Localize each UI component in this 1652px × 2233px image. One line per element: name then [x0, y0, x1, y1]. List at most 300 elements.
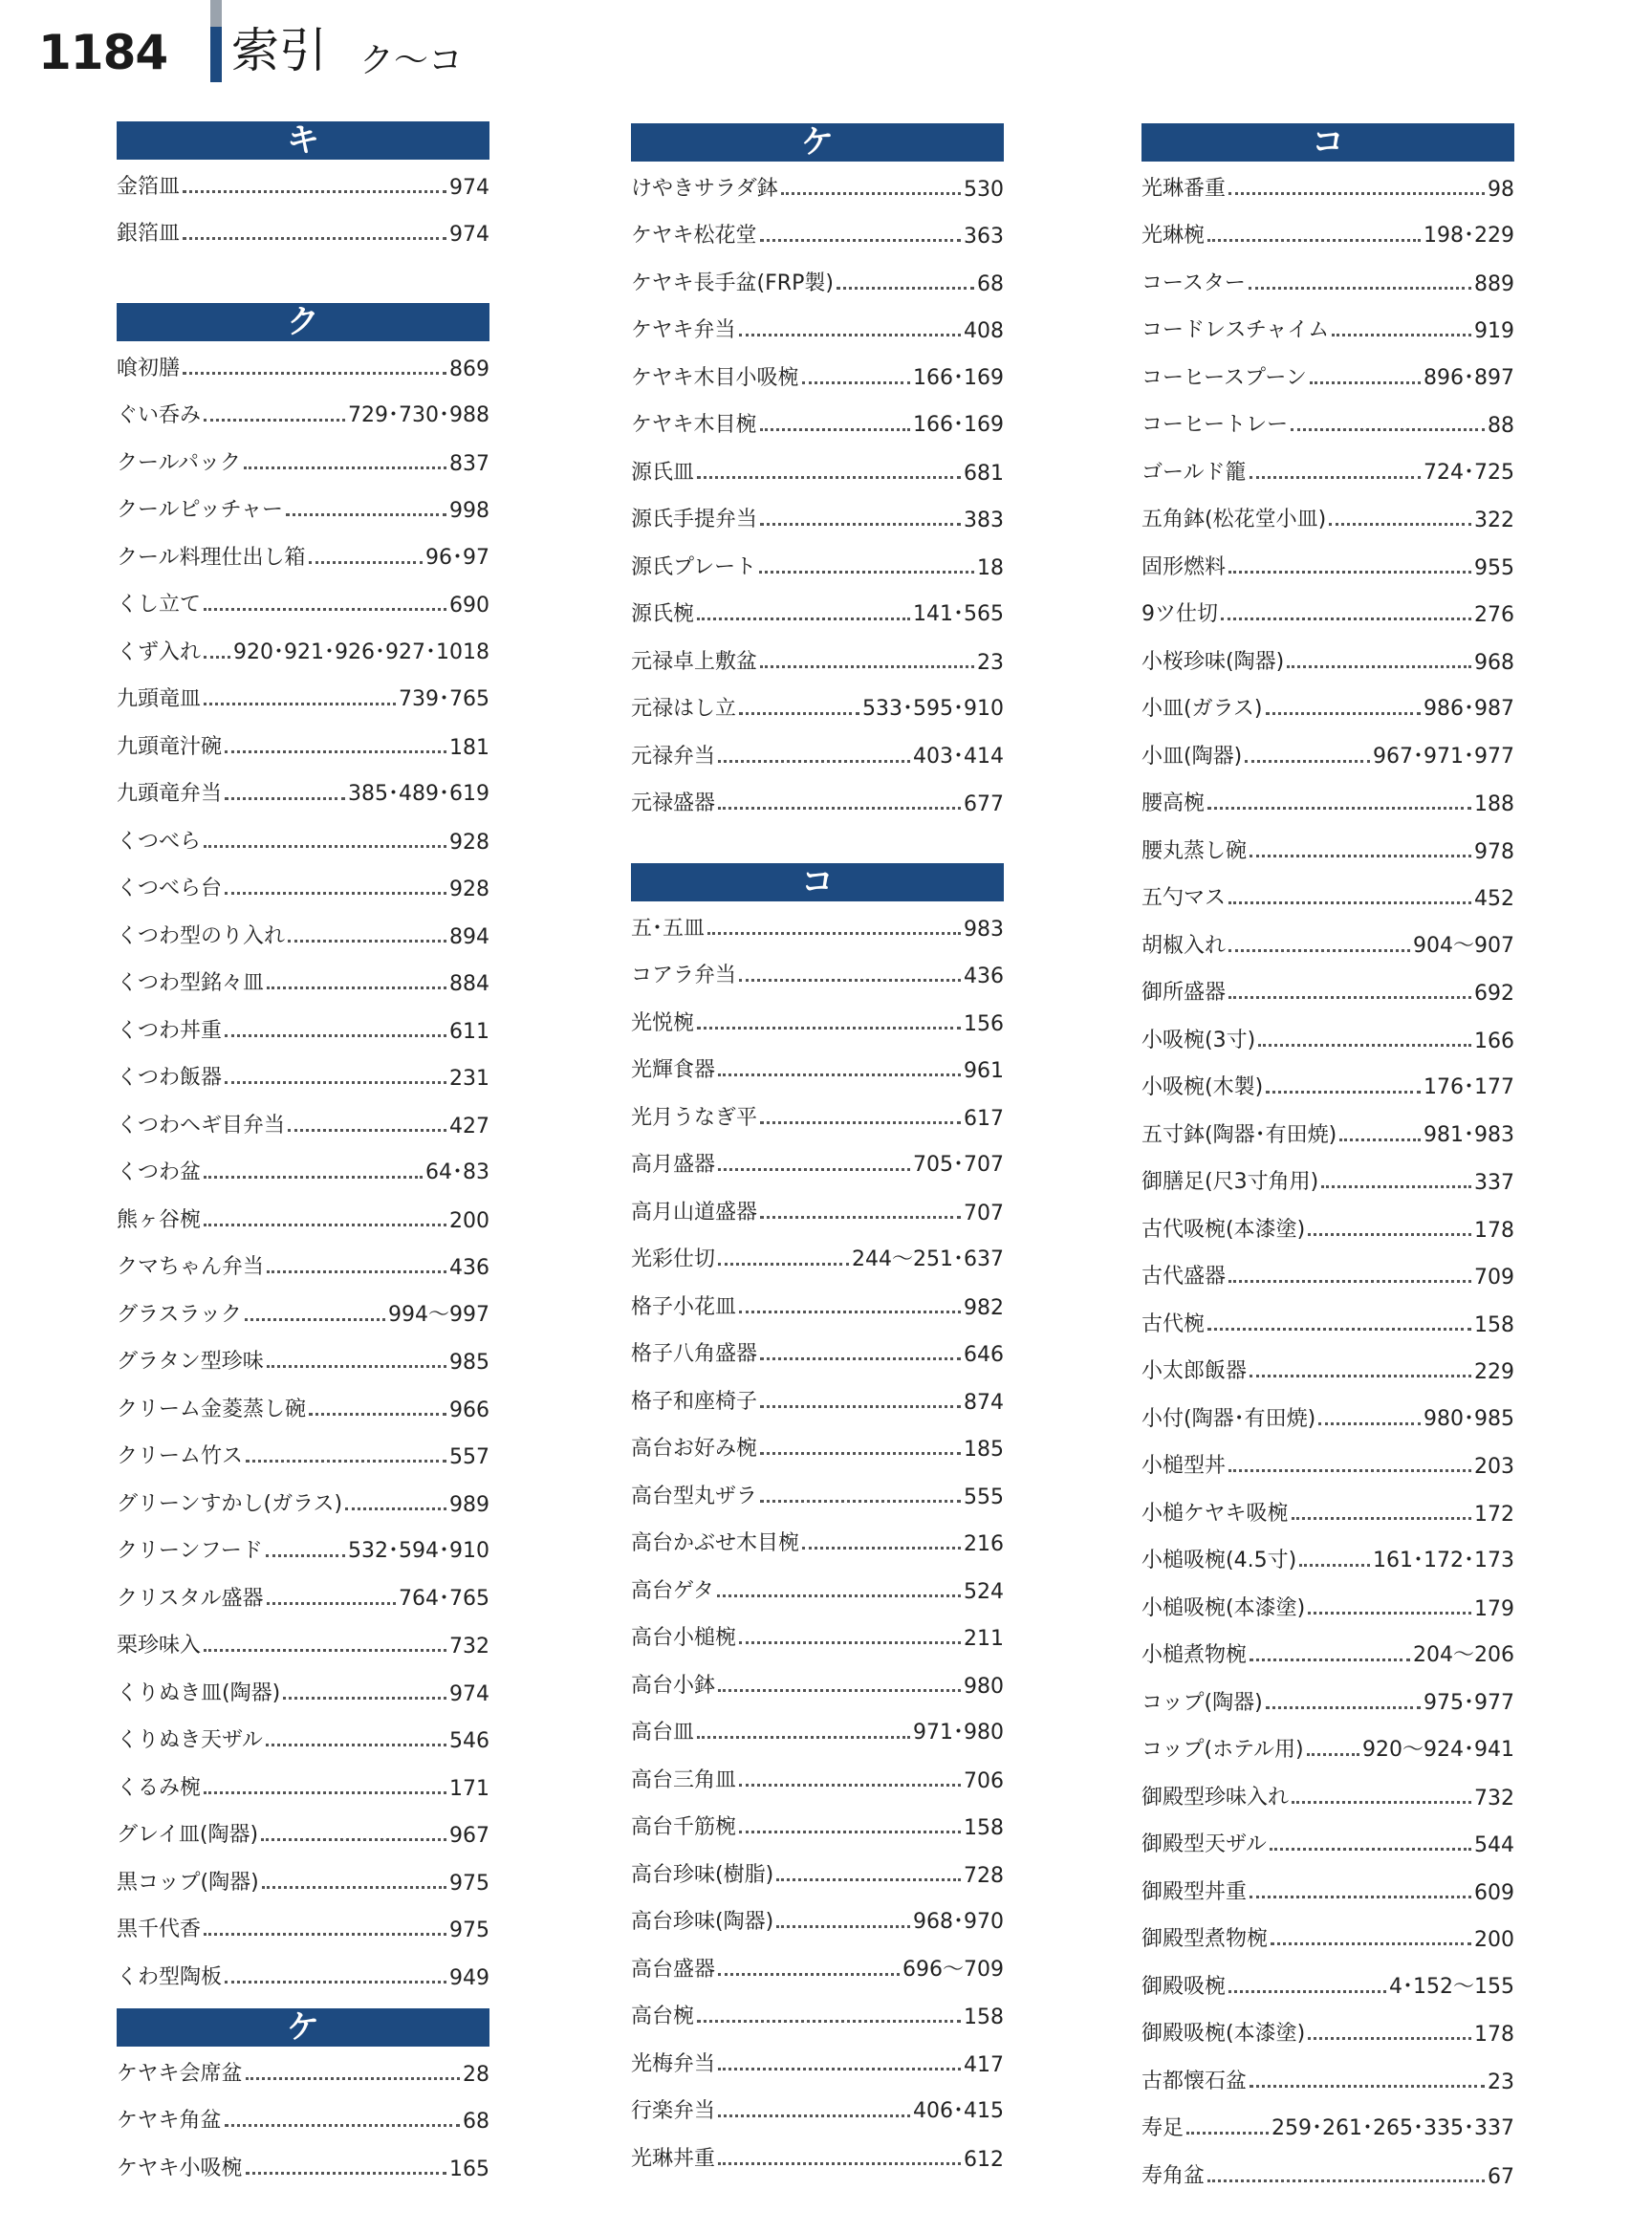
dot-leader: [1270, 1848, 1471, 1851]
entry-name: くつわ型銘々皿: [117, 971, 265, 995]
entry-name: クリーム金菱蒸し碗: [117, 1397, 307, 1421]
entry-pages: 894: [449, 924, 489, 949]
index-entry: [627, 1564, 1010, 1612]
dot-leader: [1292, 1801, 1471, 1804]
index-entry: [1138, 2007, 1520, 2055]
index-entry: [627, 256, 1010, 304]
index-entry: [113, 1146, 495, 1194]
dot-leader: [286, 513, 446, 516]
entry-pages: 728: [964, 1863, 1004, 1888]
index-section-ko: [1138, 123, 1520, 2197]
entry-pages: 216: [964, 1532, 1004, 1556]
index-entry: [627, 1044, 1010, 1092]
index-entry: [1138, 304, 1520, 352]
entry-name: 五寸鉢(陶器･有田焼): [1141, 1122, 1337, 1147]
entry-name: 元禄弁当: [631, 744, 716, 769]
entry-pages: 967･971･977: [1373, 744, 1514, 769]
dot-leader: [760, 665, 974, 668]
entry-name: グリーンすかし(ガラス): [117, 1491, 343, 1516]
entry-name: くりぬき天ザル: [117, 1728, 263, 1752]
index-entry: [113, 2047, 495, 2094]
entry-pages: 981･983: [1424, 1122, 1514, 1147]
index-entry: [113, 160, 495, 207]
index-entry: [627, 209, 1010, 257]
index-entry: [1138, 824, 1520, 872]
dot-leader: [1221, 618, 1471, 620]
entry-name: くつべら台: [117, 877, 223, 900]
entry-pages: 200: [1474, 1928, 1514, 1952]
entry-pages: 729･730･988: [348, 403, 489, 427]
index-entry: [1138, 919, 1520, 966]
index-entry: [113, 2141, 495, 2189]
entry-pages: 617: [964, 1106, 1004, 1131]
index-entry: [1138, 1676, 1520, 1724]
entry-pages: 156: [964, 1011, 1004, 1036]
entry-name: 九頭竜皿: [117, 687, 202, 711]
dot-leader: [718, 2068, 961, 2070]
index-entry: [1138, 1061, 1520, 1109]
entry-name: 古都懐石盆: [1141, 2069, 1248, 2093]
index-entry: [1138, 1960, 1520, 2007]
dot-leader: [1308, 2037, 1471, 2040]
entry-name: 寿角盆: [1141, 2163, 1206, 2188]
dot-leader: [760, 428, 910, 431]
entry-pages: 408: [964, 319, 1004, 343]
entry-pages: 975: [449, 1919, 489, 1942]
header-accent-bar: [210, 27, 222, 82]
entry-name: 小吸椀(3寸): [1141, 1028, 1256, 1052]
dot-leader: [204, 608, 446, 611]
dot-leader: [246, 2172, 446, 2175]
entry-pages: 978: [1474, 839, 1514, 864]
entry-pages: 928: [449, 830, 489, 855]
entry-pages: 955: [1474, 555, 1514, 580]
index-entry: [1138, 540, 1520, 588]
index-entry: [627, 1753, 1010, 1801]
entry-list: [1138, 162, 1520, 2197]
index-entry: [1138, 2054, 1520, 2102]
entry-pages: 141･565: [913, 602, 1004, 626]
dot-leader: [1228, 1280, 1471, 1283]
entry-name: 高台三角皿: [631, 1767, 737, 1792]
entry-name: 高台皿: [631, 1721, 695, 1745]
entry-name: 高台小槌椀: [631, 1626, 737, 1650]
entry-name: コーヒースプーン: [1141, 365, 1307, 390]
entry-name: くつわ丼重: [117, 1018, 223, 1043]
dot-leader: [225, 750, 446, 753]
index-entry: [627, 1091, 1010, 1138]
dot-leader: [1228, 192, 1485, 195]
index-entry: [1138, 445, 1520, 493]
entry-pages: 739･765: [399, 687, 489, 711]
entry-name: 光琳椀: [1141, 224, 1206, 248]
index-entry: [1138, 1724, 1520, 1771]
index-entry: [113, 814, 495, 862]
index-entry: [1138, 399, 1520, 446]
entry-pages: 919: [1474, 319, 1514, 343]
dot-leader: [718, 1973, 900, 1976]
dot-leader: [1329, 523, 1471, 526]
entry-name: 寿足: [1141, 2116, 1185, 2140]
entry-pages: 612: [964, 2147, 1004, 2172]
index-entry: [627, 2085, 1010, 2133]
entry-pages: 974: [449, 1681, 489, 1706]
entry-pages: 989: [449, 1492, 489, 1517]
entry-pages: 974: [449, 223, 489, 247]
index-entry: [627, 996, 1010, 1044]
entry-pages: 166: [1474, 1029, 1514, 1053]
dot-leader: [225, 2124, 460, 2127]
dot-leader: [1250, 476, 1421, 479]
entry-name: 高台千筋椀: [631, 1815, 737, 1839]
index-entry: [113, 207, 495, 255]
entry-name: 古代椀: [1141, 1312, 1206, 1336]
dot-leader: [345, 1507, 446, 1510]
index-entry: [627, 1422, 1010, 1470]
dot-leader: [739, 712, 859, 715]
entry-name: 9ツ仕切: [1141, 602, 1218, 626]
entry-pages: 417: [964, 2052, 1004, 2077]
dot-leader: [225, 892, 446, 895]
index-entry: [627, 683, 1010, 730]
index-entry: [627, 1233, 1010, 1281]
index-entry: [627, 1280, 1010, 1328]
entry-name: ケヤキ長手盆(FRP製): [631, 271, 834, 295]
entry-name: 小皿(陶器): [1141, 744, 1243, 769]
entry-name: 御所盛器: [1141, 981, 1227, 1005]
entry-name: 御殿型丼重: [1141, 1879, 1248, 1904]
entry-pages: 837: [449, 451, 489, 476]
index-entry: [627, 1328, 1010, 1376]
index-entry: [113, 1572, 495, 1619]
index-entry: [113, 1098, 495, 1146]
index-entry: [627, 540, 1010, 588]
dot-leader: [283, 1697, 446, 1700]
dot-leader: [760, 1500, 961, 1503]
dot-leader: [1299, 1564, 1370, 1567]
entry-pages: 172: [1474, 1502, 1514, 1527]
entry-name: 小槌吸椀(4.5寸): [1141, 1549, 1297, 1572]
index-entry: [113, 1950, 495, 1998]
dot-leader: [759, 571, 974, 574]
index-entry: [113, 957, 495, 1005]
entry-name: 御殿型珍味入れ: [1141, 1785, 1290, 1810]
index-entry: [1138, 1629, 1520, 1677]
entry-pages: 975: [449, 1871, 489, 1896]
entry-name: 高台小鉢: [631, 1673, 716, 1698]
entry-name: 胡椒入れ: [1141, 933, 1227, 958]
entry-name: 九頭竜弁当: [117, 782, 223, 806]
dot-leader: [1310, 381, 1421, 384]
index-entry: [1138, 493, 1520, 541]
entry-name: グレイ皿(陶器): [117, 1823, 259, 1847]
entry-pages: 23: [1488, 2070, 1514, 2094]
dot-leader: [776, 1925, 910, 1928]
index-entry: [1138, 1203, 1520, 1250]
dot-leader: [1339, 1138, 1421, 1141]
index-entry: [1138, 1013, 1520, 1061]
page-number: 1184: [38, 25, 168, 80]
index-entry: [1138, 2149, 1520, 2197]
dot-leader: [204, 656, 230, 659]
entry-name: 格子和座椅子: [631, 1389, 758, 1414]
dot-leader: [204, 1176, 423, 1179]
entry-pages: 67: [1488, 2164, 1514, 2189]
dot-leader: [739, 1784, 961, 1787]
index-entry: [627, 1896, 1010, 1943]
dot-leader: [718, 1263, 849, 1266]
entry-name: くわ型陶板: [117, 1964, 223, 1989]
dot-leader: [1250, 1896, 1471, 1898]
entry-pages: 986･987: [1424, 697, 1514, 721]
entry-pages: 920～924･941: [1362, 1738, 1514, 1762]
entry-name: くし立て: [117, 593, 202, 617]
entry-pages: 436: [449, 1256, 489, 1280]
entry-pages: 158: [1474, 1312, 1514, 1337]
dot-leader: [1250, 855, 1471, 857]
index-entry: [1138, 1865, 1520, 1913]
index-entry: [627, 1517, 1010, 1565]
index-entry: [1138, 256, 1520, 304]
index-entry: [627, 351, 1010, 399]
entry-pages: 383: [964, 509, 1004, 532]
entry-name: 光梅弁当: [631, 2051, 716, 2076]
entry-pages: 363: [964, 225, 1004, 249]
dot-leader: [802, 381, 910, 384]
dot-leader: [760, 1121, 961, 1124]
entry-name: クリーム竹ス: [117, 1444, 244, 1468]
entry-pages: 231: [449, 1067, 489, 1091]
index-entry: [627, 304, 1010, 352]
entry-name: 五角鉢(松花堂小皿): [1141, 508, 1327, 531]
entry-pages: 874: [964, 1390, 1004, 1415]
dot-leader: [225, 797, 345, 800]
index-entry: [113, 1525, 495, 1572]
dot-leader: [309, 1413, 446, 1416]
entry-name: 九頭竜汁碗: [117, 734, 223, 759]
entry-pages: 724･725: [1424, 460, 1514, 485]
dot-leader: [1228, 1469, 1471, 1472]
entry-pages: 385･489･619: [348, 782, 489, 806]
dot-leader: [1250, 1658, 1410, 1661]
entry-pages: 732: [1474, 1786, 1514, 1810]
entry-pages: 982: [964, 1295, 1004, 1320]
dot-leader: [288, 940, 446, 943]
dot-leader: [266, 1744, 446, 1746]
entry-name: コアラ弁当: [631, 964, 737, 987]
entry-list: [113, 160, 495, 254]
entry-pages: 166･169: [913, 365, 1004, 390]
section-header: コ: [631, 863, 1004, 901]
index-entry: [1138, 1108, 1520, 1156]
dot-leader: [1207, 2179, 1485, 2182]
entry-name: くつわ飯器: [117, 1066, 223, 1090]
entry-name: 高台盛器: [631, 1957, 716, 1982]
index-entry: [113, 1193, 495, 1241]
index-entry: [627, 493, 1010, 541]
entry-name: 光輝食器: [631, 1058, 716, 1082]
index-entry: [1138, 1297, 1520, 1345]
entry-pages: 524: [964, 1579, 1004, 1604]
dot-leader: [267, 1365, 446, 1368]
entry-pages: 869: [449, 357, 489, 381]
index-section-ki: [113, 121, 495, 254]
index-entry: [1138, 1534, 1520, 1582]
entry-pages: 427: [449, 1114, 489, 1138]
index-entry: [113, 2094, 495, 2142]
entry-pages: 158: [964, 2005, 1004, 2029]
index-entry: [113, 1903, 495, 1951]
entry-pages: 707: [964, 1201, 1004, 1225]
index-entry: [627, 445, 1010, 493]
dot-leader: [225, 1081, 446, 1084]
dot-leader: [1228, 949, 1410, 952]
dot-leader: [262, 1886, 446, 1889]
entry-pages: 968: [1474, 650, 1514, 675]
index-entry: [627, 588, 1010, 636]
entry-pages: 896･897: [1424, 365, 1514, 390]
dot-leader: [697, 476, 961, 479]
entry-pages: 692: [1474, 982, 1514, 1006]
entry-name: けやきサラダ鉢: [631, 176, 778, 201]
dot-leader: [739, 979, 961, 982]
section-header: コ: [1141, 123, 1514, 162]
dot-leader: [718, 2114, 910, 2117]
dot-leader: [739, 1641, 961, 1644]
dot-leader: [1228, 1990, 1386, 1993]
index-entry: [1138, 1818, 1520, 1866]
dot-leader: [245, 1318, 385, 1321]
index-entry: [1138, 209, 1520, 257]
index-entry: [113, 578, 495, 626]
entry-name: 高月盛器: [631, 1153, 716, 1177]
dot-leader: [1207, 1328, 1471, 1331]
entry-name: 腰丸蒸し碗: [1141, 838, 1248, 863]
entry-name: 栗珍味入: [117, 1634, 202, 1658]
dot-leader: [760, 1357, 961, 1360]
entry-pages: 322: [1474, 509, 1514, 532]
entry-name: グラスラック: [117, 1302, 242, 1327]
index-entry: [113, 768, 495, 815]
entry-pages: 971･980: [913, 1721, 1004, 1745]
entry-name: 喰初膳: [117, 356, 181, 380]
entry-name: コースター: [1141, 271, 1246, 295]
entry-pages: 188: [1474, 792, 1514, 816]
entry-name: 格子八角盛器: [631, 1342, 758, 1366]
entry-pages: 64･83: [425, 1160, 489, 1184]
entry-pages: 994～997: [388, 1302, 489, 1327]
entry-list: [113, 2047, 495, 2189]
entry-pages: 179: [1474, 1596, 1514, 1621]
entry-pages: 974: [449, 175, 489, 200]
entry-pages: 178: [1474, 2023, 1514, 2047]
entry-name: 五勺マス: [1141, 886, 1227, 910]
entry-pages: 980･985: [1424, 1406, 1514, 1431]
entry-pages: 705･707: [913, 1153, 1004, 1177]
dot-leader: [739, 334, 961, 336]
entry-pages: 68: [977, 271, 1004, 296]
entry-pages: 4･152～155: [1389, 1974, 1514, 1999]
dot-leader: [707, 932, 961, 935]
entry-pages: 904～907: [1413, 933, 1514, 958]
dot-leader: [697, 2020, 961, 2023]
entry-pages: 557: [449, 1445, 489, 1469]
entry-name: クール料理仕出し箱: [117, 545, 306, 570]
entry-name: 光月うなぎ平: [631, 1105, 758, 1130]
entry-pages: 452: [1474, 887, 1514, 911]
index-entry: [1138, 162, 1520, 209]
entry-name: 御殿吸椀(本漆塗): [1141, 2022, 1306, 2046]
entry-name: 小吸椀(木製): [1141, 1075, 1264, 1099]
index-entry: [627, 2132, 1010, 2179]
entry-name: クリスタル盛器: [117, 1586, 264, 1611]
entry-name: 光彩仕切: [631, 1247, 716, 1271]
dot-leader: [718, 1168, 910, 1171]
entry-name: 古代吸椀(本漆塗): [1141, 1217, 1306, 1242]
dot-leader: [739, 1311, 961, 1313]
entry-name: コードレスチャイム: [1141, 318, 1330, 342]
entry-name: クリーンフード: [117, 1539, 263, 1563]
index-entry: [113, 1477, 495, 1525]
index-entry: [113, 389, 495, 437]
dot-leader: [717, 1594, 961, 1597]
entry-pages: 533･595･910: [862, 697, 1004, 721]
entry-pages: 276: [1474, 603, 1514, 627]
entry-name: 御膳足(尺3寸角用): [1141, 1170, 1319, 1194]
dot-leader: [760, 1216, 961, 1219]
index-entry: [113, 1335, 495, 1383]
dot-leader: [1250, 1375, 1471, 1377]
entry-pages: 98: [1488, 177, 1514, 202]
dot-leader: [718, 2162, 961, 2165]
dot-leader: [1307, 1753, 1359, 1756]
entry-pages: 259･261･265･335･337: [1272, 2116, 1514, 2140]
dot-leader: [776, 1878, 961, 1881]
entry-name: 源氏プレート: [631, 554, 757, 579]
entry-pages: 166･169: [913, 413, 1004, 437]
entry-name: 小付(陶器･有田焼): [1141, 1406, 1316, 1431]
entry-pages: 611: [449, 1019, 489, 1044]
index-entry: [1138, 1770, 1520, 1818]
dot-leader: [760, 1405, 961, 1408]
index-entry: [113, 1288, 495, 1335]
index-entry: [1138, 1913, 1520, 1961]
index-entry: [113, 1619, 495, 1667]
dot-leader: [267, 1270, 446, 1273]
entry-name: 高月山道盛器: [631, 1200, 758, 1225]
entry-pages: 88: [1488, 414, 1514, 438]
index-entry: [627, 162, 1010, 209]
dot-leader: [1266, 1706, 1421, 1709]
dot-leader: [1228, 996, 1471, 999]
index-entry: [113, 625, 495, 673]
dot-leader: [1207, 807, 1471, 810]
dot-leader: [1258, 1044, 1471, 1047]
dot-leader: [1292, 1517, 1471, 1520]
page-subtitle: ク～コ: [359, 41, 464, 80]
entry-name: 固形燃料: [1141, 554, 1227, 579]
dot-leader: [204, 1649, 446, 1652]
entry-name: 小槌吸椀(本漆塗): [1141, 1595, 1306, 1620]
index-entry: [1138, 1440, 1520, 1487]
entry-name: 高台珍味(樹脂): [631, 1862, 774, 1887]
entry-name: 高台型丸ザラ: [631, 1484, 758, 1508]
entry-name: 格子小花皿: [631, 1294, 737, 1319]
dot-leader: [204, 1791, 446, 1794]
dot-leader: [718, 760, 910, 763]
index-entry: [113, 484, 495, 531]
index-entry: [113, 1004, 495, 1051]
